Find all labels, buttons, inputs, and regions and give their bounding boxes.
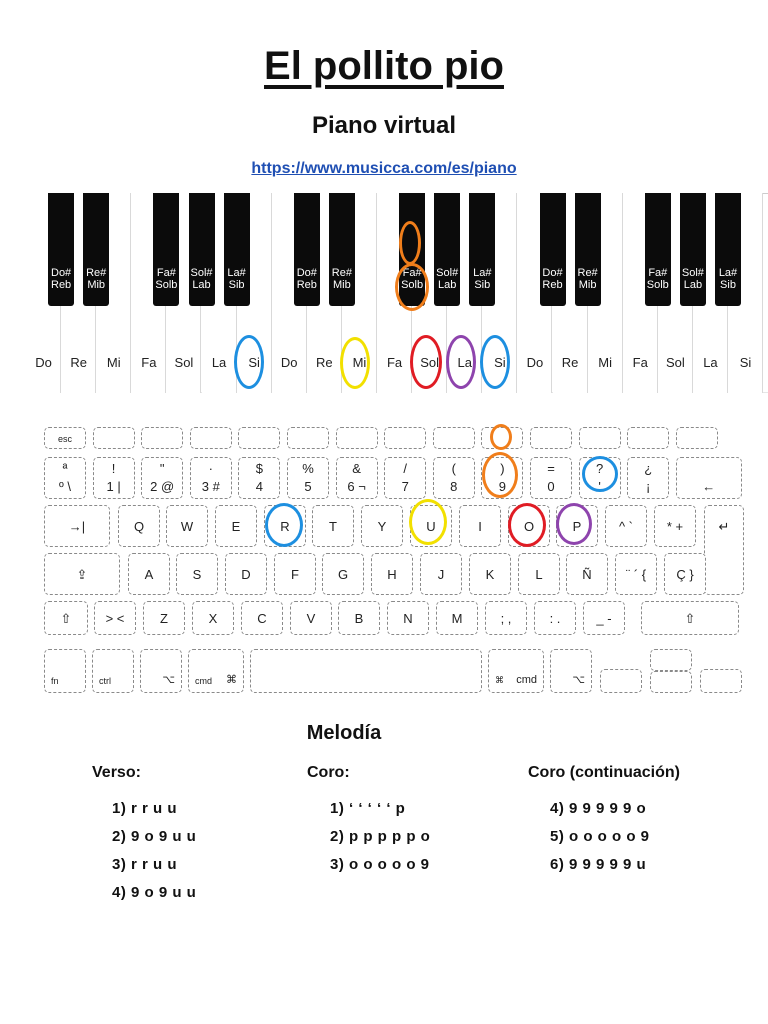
piano-black-key-flat: Lab <box>683 279 703 291</box>
page-subtitle: Piano virtual <box>311 112 457 139</box>
piano-white-key-label: La <box>703 355 718 370</box>
melody-line: 1) ‘ ‘ ‘ ‘ ‘ p <box>330 800 406 817</box>
highlight-ring-mi <box>340 337 370 389</box>
piano-black-key-flat: Sib <box>720 279 736 291</box>
caps-row-key <box>469 553 511 595</box>
piano-black-key-sharp: Sol# <box>436 267 459 279</box>
piano-black-key-sharp: Do# <box>51 267 72 279</box>
caps-row-key <box>44 553 120 595</box>
highlight-ring-si-2 <box>480 335 510 389</box>
piano-black-key-label <box>329 267 355 291</box>
piano-black-key-label <box>645 267 671 291</box>
number-row-key <box>238 457 280 499</box>
number-row-key <box>287 457 329 499</box>
key-label: N <box>403 611 413 626</box>
piano-black-key-flat: Reb <box>296 279 317 291</box>
highlight-ring-sol <box>410 335 442 389</box>
key-top-char: ( <box>451 461 456 476</box>
key-label: S <box>192 567 202 582</box>
space-bar <box>250 649 482 693</box>
key-label: ⇧ <box>60 611 72 626</box>
piano-white-key-label: La <box>211 355 227 370</box>
highlight-ring-o <box>508 503 546 547</box>
number-row-key <box>627 457 669 499</box>
key-label: →| <box>68 519 86 534</box>
tab-row-key <box>459 505 501 547</box>
cmd-key-label: cmd <box>516 674 537 686</box>
number-row-key <box>676 457 742 499</box>
melody-line: 3) r r u u <box>112 856 178 873</box>
key-label: F <box>291 567 299 582</box>
key-label: * + <box>666 519 684 534</box>
number-row-key <box>190 457 232 499</box>
piano-link[interactable]: https://www.musicca.com/es/piano <box>251 160 517 177</box>
piano-white-key-label: Re <box>70 355 87 370</box>
caps-row-key <box>274 553 316 595</box>
fn-key-label: fn <box>51 676 59 686</box>
number-row-key <box>433 457 475 499</box>
caps-row-key <box>566 553 608 595</box>
piano-black-key <box>224 193 250 306</box>
key-top-char: / <box>403 461 407 476</box>
shift-row-key <box>44 601 88 635</box>
piano-black-key-sharp: Sol# <box>190 267 213 279</box>
key-bottom-char: 8 <box>450 479 458 494</box>
piano-black-key-label <box>83 267 109 291</box>
key-top-char: & <box>352 461 361 476</box>
piano-black-key <box>48 193 74 306</box>
piano-black-key-flat: Sib <box>228 279 245 291</box>
piano-black-key-sharp: Fa# <box>402 267 422 279</box>
key-label: I <box>478 519 482 534</box>
piano-white-key-label: Re <box>561 355 579 370</box>
melody-line: 2) 9 o 9 u u <box>112 828 197 845</box>
shift-row-key <box>387 601 429 635</box>
fn-row-key <box>190 427 232 449</box>
cmd-key-symbol: ⌘ <box>495 675 504 685</box>
piano-black-key <box>645 193 671 306</box>
key-bottom-char: 1 | <box>106 479 121 494</box>
key-label: ⇧ <box>684 611 696 626</box>
piano-white-key-label: La <box>457 355 472 370</box>
highlight-ring-u <box>409 499 447 545</box>
key-top-char: $ <box>255 461 263 476</box>
piano-black-key-label <box>224 267 250 291</box>
piano-black-key-flat: Mib <box>578 279 597 291</box>
cmd-key-label: cmd <box>195 676 213 686</box>
fn-row-key <box>287 427 329 449</box>
key-bottom-char: 9 <box>498 479 506 494</box>
key-label: Z <box>160 611 168 626</box>
piano-image <box>26 193 768 395</box>
arrow-right-key <box>700 669 742 693</box>
piano-black-key <box>540 193 566 306</box>
piano-black-key-flat: Mib <box>87 279 106 291</box>
shift-row-key <box>436 601 478 635</box>
fn-row-key <box>579 427 621 449</box>
key-label: W <box>180 519 194 534</box>
fn-key <box>44 649 86 693</box>
fn-row-key <box>44 427 86 449</box>
caps-row-key <box>371 553 413 595</box>
piano-white-key-label: Fa <box>632 355 648 370</box>
key-label: Y <box>377 519 387 534</box>
melody-line: 6) 9 9 9 9 9 u <box>550 856 647 873</box>
piano-black-key-flat: Reb <box>51 279 72 291</box>
shift-row-key <box>485 601 527 635</box>
tab-row-key <box>312 505 354 547</box>
key-label: A <box>144 567 154 582</box>
piano-black-key-sharp: Fa# <box>648 267 668 279</box>
key-top-char: = <box>547 461 555 476</box>
piano-white-key-label: Si <box>248 355 260 370</box>
key-top-char: " <box>159 461 165 476</box>
number-row-key <box>44 457 86 499</box>
key-label: V <box>306 611 316 626</box>
shift-row-key <box>583 601 625 635</box>
piano-white-key-label: Re <box>316 355 333 370</box>
melody-line: 2) p p p p p o <box>330 828 431 845</box>
piano-black-key-sharp: La# <box>718 267 738 279</box>
key-label: J <box>437 567 445 582</box>
key-label: ; , <box>500 611 512 626</box>
arrow-up-key <box>650 649 692 671</box>
fn-row-key <box>530 427 572 449</box>
key-label: : . <box>549 611 561 626</box>
key-label: B <box>354 611 364 626</box>
key-label: Ç } <box>676 567 694 582</box>
key-label: P <box>572 519 582 534</box>
key-bottom-char: ¡ <box>646 479 651 494</box>
piano-black-key <box>680 193 706 306</box>
key-bottom-char: 0 <box>547 479 555 494</box>
key-bottom-char: 6 ¬ <box>347 479 366 494</box>
key-label: D <box>241 567 251 582</box>
piano-white-key-label: Si <box>494 355 506 370</box>
number-row-key <box>530 457 572 499</box>
ctrl-key-label: ctrl <box>99 676 111 686</box>
highlight-eight-top <box>399 221 421 265</box>
shift-row-key <box>290 601 332 635</box>
fn-row-key <box>141 427 183 449</box>
arrow-left-key <box>600 669 642 693</box>
cmd-key-symbol: ⌘ <box>226 674 237 686</box>
arrow-down-key <box>650 671 692 693</box>
piano-black-key-flat: Lab <box>192 279 211 291</box>
melody-column-heading: Verso: <box>92 764 141 781</box>
key-label: G <box>337 567 349 582</box>
piano-black-key <box>329 193 355 306</box>
key-top-char: % <box>302 461 314 476</box>
key-bottom-char: 4 <box>255 479 263 494</box>
piano-black-key-flat: Solb <box>155 279 178 291</box>
piano-white-key-label: Do <box>35 355 52 370</box>
alt-key-right <box>550 649 592 693</box>
key-top-char: ! <box>111 461 116 476</box>
tab-row-key <box>215 505 257 547</box>
tab-row-key <box>704 505 744 595</box>
key-top-char: ? <box>595 461 604 476</box>
key-label: K <box>485 567 495 582</box>
key-label: E <box>231 519 241 534</box>
number-row-key <box>141 457 183 499</box>
piano-black-key-label <box>680 267 706 291</box>
key-label: _ - <box>596 611 612 626</box>
alt-key-symbol: ⌥ <box>162 674 175 686</box>
piano-black-key-flat: Mib <box>333 279 351 291</box>
piano-white-key-label: Si <box>739 355 752 370</box>
piano-white-key-label: Mi <box>598 355 612 370</box>
melody-line: 5) o o o o o 9 <box>550 828 650 845</box>
highlight-eight-keyboard <box>490 424 512 450</box>
piano-black-key-label <box>48 267 74 291</box>
key-bottom-char: 3 # <box>201 479 220 494</box>
piano-black-key-sharp: Sol# <box>681 267 704 279</box>
tab-row-key <box>118 505 160 547</box>
piano-black-key-sharp: Do# <box>542 267 563 279</box>
key-top-char: ) <box>500 461 505 476</box>
piano-white-key-label: Sol <box>174 355 194 370</box>
caps-row-key <box>322 553 364 595</box>
piano-black-key-sharp: La# <box>227 267 246 279</box>
number-row-key <box>93 457 135 499</box>
fn-row-key <box>433 427 475 449</box>
piano-white-key-label: Mi <box>106 355 121 370</box>
key-label: H <box>387 567 397 582</box>
tab-row-key <box>44 505 110 547</box>
key-label: ¨ ´ { <box>625 567 647 582</box>
fn-row-key <box>384 427 426 449</box>
piano-black-key-sharp: Re# <box>331 267 352 279</box>
fn-row-key <box>627 427 669 449</box>
key-label: X <box>208 611 218 626</box>
shift-row-key <box>192 601 234 635</box>
alt-key-symbol: ⌥ <box>572 674 585 686</box>
shift-row-key <box>338 601 380 635</box>
key-bottom-char: ← <box>702 479 716 494</box>
key-label: R <box>280 519 290 534</box>
key-label: ⇪ <box>76 567 88 582</box>
piano-black-key-sharp: Fa# <box>156 267 176 279</box>
fn-key-label: esc <box>57 434 72 444</box>
piano-black-key-sharp: Do# <box>296 267 317 279</box>
piano-black-key-flat: Sib <box>474 279 491 291</box>
piano-black-key-label <box>189 267 215 291</box>
piano-white-key-label: Do <box>280 355 298 370</box>
key-label: > < <box>105 611 125 626</box>
key-label: M <box>451 611 463 626</box>
alt-key <box>140 649 182 693</box>
piano-black-key <box>83 193 109 306</box>
key-bottom-char: 2 @ <box>150 479 175 494</box>
key-bottom-char: º \ <box>59 479 71 494</box>
piano-black-key-label <box>540 267 566 291</box>
melody-line: 4) 9 o 9 u u <box>112 884 197 901</box>
shift-row-key <box>94 601 136 635</box>
piano-black-key-flat: Reb <box>542 279 563 291</box>
shift-row-key <box>534 601 576 635</box>
tab-row-key <box>605 505 647 547</box>
piano-black-key <box>575 193 601 306</box>
key-label: ^ ` <box>618 519 634 534</box>
tab-row-key <box>361 505 403 547</box>
piano-black-key-label <box>294 267 320 291</box>
keyboard-image <box>38 420 744 700</box>
piano-black-key-label <box>434 267 460 291</box>
tab-row-key <box>166 505 208 547</box>
piano-white-key-label: Do <box>526 355 544 370</box>
melody-line: 4) 9 9 9 9 9 o <box>550 800 647 817</box>
cmd-key-right <box>488 649 544 693</box>
piano-black-key <box>469 193 495 306</box>
key-label: Ñ <box>582 567 592 582</box>
piano-white-key-label: Fa <box>386 355 403 370</box>
cmd-key <box>188 649 244 693</box>
key-label: L <box>535 567 543 582</box>
piano-black-key <box>153 193 179 306</box>
fn-row-key <box>238 427 280 449</box>
piano-black-key-sharp: Re# <box>86 267 107 279</box>
key-label: ↵ <box>718 519 730 534</box>
piano-black-key-flat: Lab <box>438 279 457 291</box>
number-row-key <box>384 457 426 499</box>
melody-column-heading: Coro (continuación) <box>528 764 680 781</box>
key-label: U <box>426 519 436 534</box>
highlight-ring-9 <box>482 452 518 498</box>
key-top-char: · <box>208 461 213 476</box>
highlight-ring-la <box>446 335 476 389</box>
caps-row-key <box>518 553 560 595</box>
shift-row-key <box>241 601 283 635</box>
highlight-ring-r <box>265 503 303 547</box>
piano-white-key-label: Mi <box>352 355 367 370</box>
highlight-ring-si <box>234 335 264 389</box>
melody-column-heading: Coro: <box>307 764 350 781</box>
key-label: T <box>329 519 337 534</box>
ctrl-key <box>92 649 134 693</box>
piano-black-key-flat: Solb <box>401 279 424 291</box>
melody-line: 3) o o o o o 9 <box>330 856 430 873</box>
key-top-char: ¿ <box>644 461 653 476</box>
piano-black-key-sharp: La# <box>473 267 492 279</box>
piano-black-key <box>294 193 320 306</box>
key-label: O <box>523 519 535 534</box>
key-label: Q <box>133 519 145 534</box>
fn-row-key <box>676 427 718 449</box>
piano-black-key-label <box>469 267 495 291</box>
piano-black-key-flat: Solb <box>646 279 669 291</box>
key-bottom-char: 5 <box>304 479 312 494</box>
highlight-ring-p <box>556 503 592 545</box>
piano-black-key-label <box>715 267 741 291</box>
shift-row-key <box>143 601 185 635</box>
piano-white-key-label: Sol <box>665 355 685 370</box>
piano-white-key-label: Sol <box>420 355 440 370</box>
piano-black-key-label <box>153 267 179 291</box>
number-row-key <box>336 457 378 499</box>
piano-black-key-label <box>575 267 601 291</box>
caps-row-key <box>615 553 657 595</box>
piano-black-key-sharp: Re# <box>577 267 598 279</box>
key-top-char: ª <box>62 461 68 476</box>
highlight-ring-question <box>582 456 618 492</box>
tab-row-key <box>654 505 696 547</box>
caps-row-key <box>420 553 462 595</box>
piano-black-key <box>189 193 215 306</box>
key-label: C <box>257 611 267 626</box>
caps-row-key <box>225 553 267 595</box>
fn-row-key <box>93 427 135 449</box>
melody-line: 1) r r u u <box>112 800 178 817</box>
highlight-ring-fa-sharp <box>395 263 429 311</box>
key-bottom-char: ' <box>598 479 601 494</box>
piano-black-key <box>715 193 741 306</box>
caps-row-key <box>176 553 218 595</box>
page-title: El pollito pio <box>264 44 504 88</box>
fn-row-key <box>336 427 378 449</box>
piano-white-key-label: Fa <box>141 355 157 370</box>
melody-title: Melodía <box>306 722 382 744</box>
caps-row-key <box>664 553 706 595</box>
shift-row-key <box>641 601 739 635</box>
piano-black-key <box>434 193 460 306</box>
caps-row-key <box>128 553 170 595</box>
key-bottom-char: 7 <box>401 479 409 494</box>
